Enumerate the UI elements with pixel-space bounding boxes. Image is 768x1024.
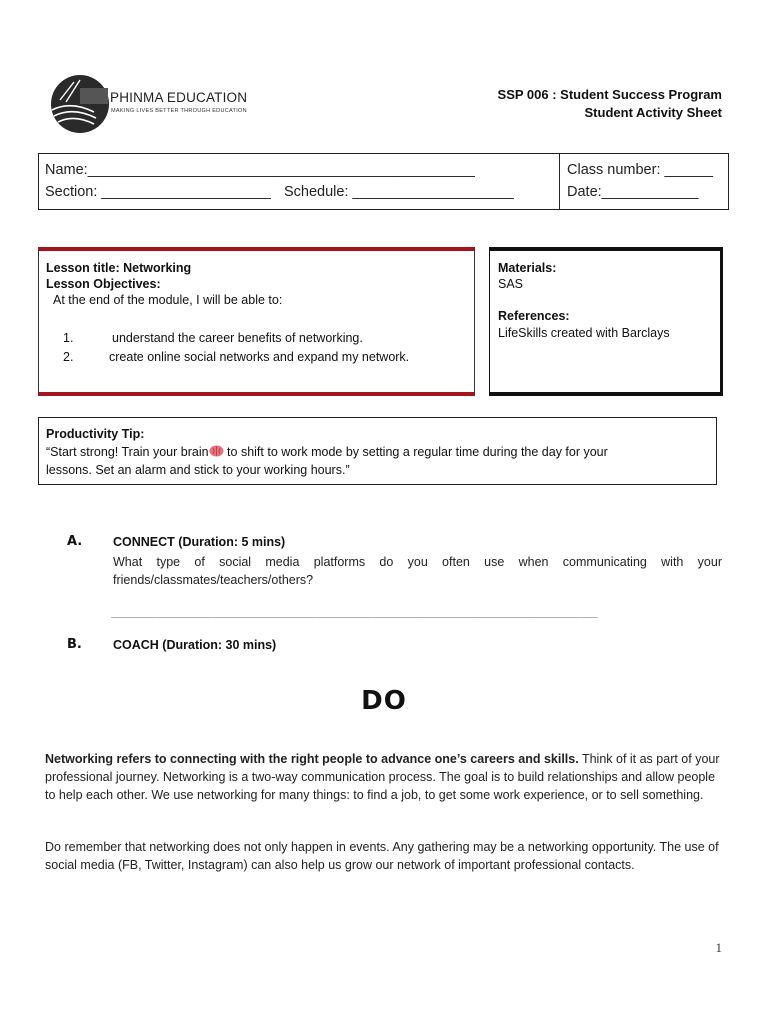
paragraph-rest: Think of it as part of your professional journey. Networking is a two-way communication process. The goal is to build relationships and allow people to help each other. We use networking for many things: to find a job, to get some work experience, or to sell something. <box>45 752 720 802</box>
page-number: 1 <box>715 940 722 955</box>
paragraph-bold-lead: Networking refers to connecting with the right people to advance one’s careers and skills. <box>45 752 579 766</box>
tip-label: Productivity Tip: <box>46 427 145 441</box>
section-a-letter: A. <box>67 534 83 549</box>
tip-line-2: lessons. Set an alarm and stick to your working hours.” <box>46 463 350 477</box>
info-divider <box>559 153 560 210</box>
references-value: LifeSkills created with Barclays <box>498 326 670 340</box>
materials-value: SAS <box>498 277 524 291</box>
section-b-title: COACH (Duration: 30 mins) <box>113 638 277 652</box>
section-a-title: CONNECT (Duration: 5 mins) <box>113 535 286 549</box>
objective-text: create online social networks and expand my network. <box>109 350 410 364</box>
objective-num: 2. <box>63 350 74 364</box>
course-title: SSP 006 : Student Success Program <box>497 87 722 102</box>
paragraph-networking <box>45 750 723 804</box>
answer-line[interactable]: ______________________________________________________________________ <box>111 605 598 618</box>
tip-text-before: “Start strong! Train your brain <box>46 445 209 459</box>
references-label: References: <box>498 309 570 323</box>
org-tagline: MAKING LIVES BETTER THROUGH EDUCATION <box>111 108 247 114</box>
sheet-title: Student Activity Sheet <box>584 105 722 120</box>
date-field[interactable]: Date:____________ <box>567 184 699 200</box>
name-field[interactable]: Name:________________________________________________ <box>45 162 475 178</box>
section-a-question: What type of social media platforms do you often use when communicating with your friends/classmates/teachers/others? <box>113 555 722 587</box>
objective-text: understand the career benefits of networking. <box>112 331 363 345</box>
lesson-intro: At the end of the module, I will be able to: <box>53 293 283 307</box>
objective-num: 1. <box>63 331 74 345</box>
tip-text-after: to shift to work mode by setting a regular time during the day for your <box>223 445 608 459</box>
materials-label: Materials: <box>498 261 557 275</box>
lesson-title: Lesson title: Networking <box>46 261 192 275</box>
section-b-letter: B. <box>67 637 82 652</box>
brain-icon <box>209 445 224 457</box>
paragraph-reminder: Do remember that networking does not only happen in events. Any gathering may be a networking opportunity. The use of social media (FB, Twitter, Instagram) can also help us grow our network of important professional contacts. <box>45 840 719 872</box>
tip-line-1 <box>46 444 608 460</box>
lesson-objectives-label: Lesson Objectives: <box>46 277 161 291</box>
schedule-field[interactable]: Schedule: ____________________ <box>284 184 514 200</box>
class-number-field[interactable]: Class number: ______ <box>567 162 713 178</box>
org-name: PHINMA EDUCATION <box>110 90 248 105</box>
do-heading: DO <box>361 686 407 716</box>
section-field[interactable]: Section: _____________________ <box>45 184 271 200</box>
